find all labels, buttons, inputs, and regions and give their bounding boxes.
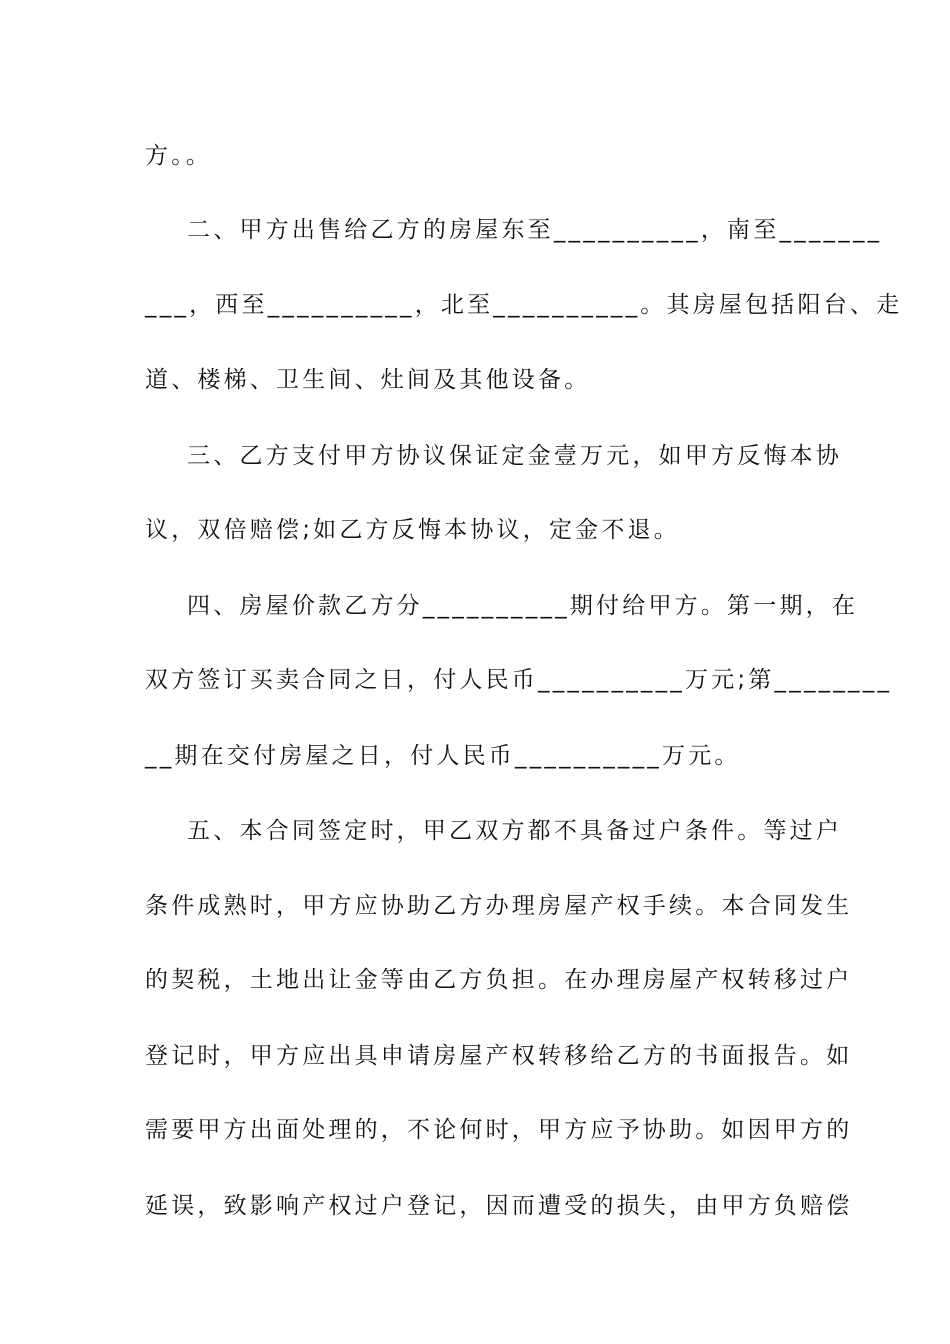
text-line: ___，西至__________，北至__________。其房屋包括阳台、走 [145,292,903,318]
text-line: 延误，致影响产权过户登记，因而遭受的损失，由甲方负赔偿 [145,1193,853,1219]
text-line: 二、甲方出售给乙方的房屋东至__________，南至_______ [145,217,883,243]
text-line: 四、房屋价款乙方分__________期付给甲方。第一期，在 [145,593,859,619]
text-line: 需要甲方出面处理的，不论何时，甲方应予协助。如因甲方的 [145,1117,853,1143]
text-line: 双方签订买卖合同之日，付人民币__________万元;第________ [145,667,893,693]
text-line: 条件成熟时，甲方应协助乙方办理房屋产权手续。本合同发生 [145,893,853,919]
text-line: 登记时，甲方应出具申请房屋产权转移给乙方的书面报告。如 [145,1043,853,1069]
text-line: 的契税，土地出让金等由乙方负担。在办理房屋产权转移过户 [145,967,853,993]
text-line: 三、乙方支付甲方协议保证定金壹万元，如甲方反悔本协 [145,443,843,469]
text-line: 五、本合同签定时，甲乙双方都不具备过户条件。等过户 [145,818,843,844]
text-line: __期在交付房屋之日，付人民币__________万元。 [145,743,741,769]
text-line: 议，双倍赔偿;如乙方反悔本协议，定金不退。 [145,517,680,543]
text-line: 道、楼梯、卫生间、灶间及其他设备。 [145,367,591,393]
text-line: 方。。 [145,143,213,169]
